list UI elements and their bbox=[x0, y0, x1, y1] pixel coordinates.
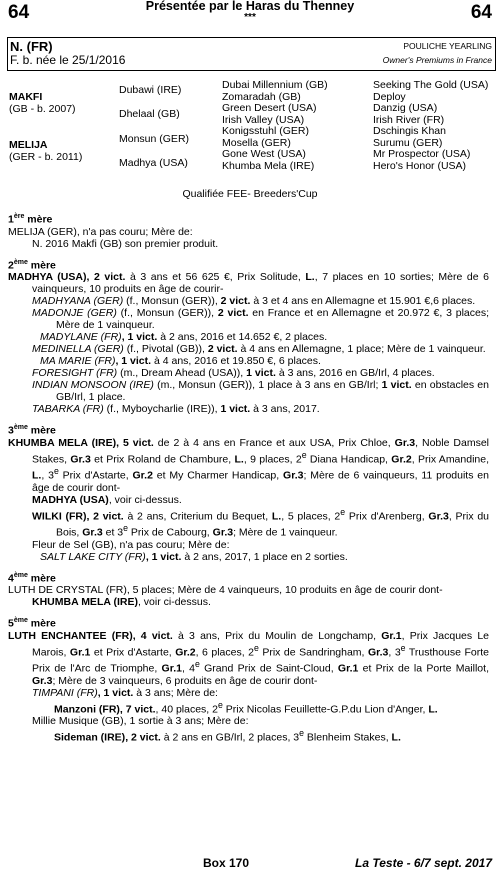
section-heading-3: 3ème mère bbox=[8, 424, 56, 437]
dam5-grandproduce-1: Manzoni (FR), 7 vict., 40 places, 2e Prix Nicolas Feuillette-G.P.du Lion d'Anger, L. bbox=[54, 699, 438, 715]
horse-name: N. (FR) bbox=[10, 39, 53, 54]
pedigree-gen4-1: Deploy bbox=[373, 90, 406, 103]
dam3-produce-1: MADHYA (USA), voir ci-dessus. bbox=[32, 493, 182, 506]
dam3-produce-2: WILKI (FR), 2 vict. à 2 ans, Criterium du Bequet, L., 5 places, 2e Prix d'Arenberg, Gr.3, Prix du Bois, Gr.3 et 3e Prix de Cabourg, Gr.3; Mère de 1 vainqueur. bbox=[32, 506, 489, 539]
dam3-main: KHUMBA MELA (IRE), 5 vict. de 2 à 4 ans en France et aux USA, Prix Chloe, Gr.3, Noble Damsel Stakes, Gr.3 et Prix Roland de Chambure, L., 9 places, 2e Diana Handicap, Gr.2, Prix Amandine, L., 3e Prix d'Astarte, Gr.2 et My Charmer Handicap, Gr.3; Mère de 6 vainqueurs, 11 produits en âge de courir dont- bbox=[8, 436, 490, 494]
pedigree-gen4-7: Hero's Honor (USA) bbox=[373, 159, 467, 172]
dam-info: (GER - b. 2011) bbox=[9, 150, 83, 163]
pedigree-gen3-5: Mosella (GER) bbox=[222, 136, 291, 149]
dam2-main: MADHYA (USA), 2 vict. à 3 ans et 56 625 €, Prix Solitude, L., 7 places en 10 sorties; Mère de 6 vainqueurs, 10 produits en âge de courir- bbox=[8, 271, 490, 295]
dam2-produce-3: MEDINELLA (GER) (f., Pivotal (GB)), 2 vict. à 4 ans en Allemagne, 1 place; Mère de 1 vainqueur. bbox=[32, 343, 486, 355]
dam2-produce-5: INDIAN MONSOON (IRE) (m., Monsun (GER)), 1 place à 3 ans en GB/Irl; 1 vict. en obstacles en GB/Irl, 1 place. bbox=[32, 379, 489, 403]
pedigree-gen4-6: Mr Prospector (USA) bbox=[373, 148, 471, 160]
section-heading-1: 1ère mère bbox=[8, 213, 53, 226]
pedigree-gen3-3: Irish Valley (USA) bbox=[222, 113, 305, 126]
dam5-produce-2: Millie Musique (GB), 1 sortie à 3 ans; Mère de: bbox=[32, 715, 249, 727]
dam5-grandproduce-2: Sideman (IRE), 2 vict. à 2 ans en GB/Irl, 2 places, 3e Blenheim Stakes, L. bbox=[54, 728, 401, 744]
pedigree-gen2-3: Madhya (USA) bbox=[119, 157, 188, 169]
dam4-main: LUTH DE CRYSTAL (FR), 5 places; Mère de 4 vainqueurs, 10 produits en âge de courir dont- bbox=[8, 584, 443, 596]
section-heading-2: 2ème mère bbox=[8, 258, 56, 271]
pedigree-dam bbox=[9, 140, 82, 163]
dam2-grandproduce-1: MADYLANE (FR), 1 vict. à 2 ans, 2016 et 14.652 €, 2 places. bbox=[40, 331, 328, 343]
sale-name-date: La Teste - 6/7 sept. 2017 bbox=[355, 856, 492, 870]
pedigree-gen3-0: Dubai Millennium (GB) bbox=[222, 79, 328, 91]
pedigree-gen4-2: Danzig (USA) bbox=[373, 102, 438, 114]
dam1-produce: N. 2016 Makfi (GB) son premier produit. bbox=[32, 237, 219, 250]
section-heading-4: 4ème mère bbox=[8, 571, 56, 584]
catalogue-body bbox=[8, 211, 489, 744]
pedigree-gen4-4: Dschingis Khan bbox=[373, 125, 446, 137]
dam2-produce-6: TABARKA (FR) (f., Myboycharlie (IRE)), 1 vict. à 3 ans, 2017. bbox=[32, 403, 320, 415]
section-heading-5: 5ème mère bbox=[8, 617, 56, 630]
dam4-produce-1: KHUMBA MELA (IRE), voir ci-dessus. bbox=[32, 596, 211, 608]
dam3-grandproduce-1: SALT LAKE CITY (FR), 1 vict. à 2 ans, 2017, 1 place en 2 sorties. bbox=[40, 550, 348, 563]
pedigree-gen3-6: Gone West (USA) bbox=[222, 148, 306, 160]
pedigree-sire bbox=[9, 92, 76, 115]
pedigree-gen4 bbox=[373, 80, 488, 172]
pedigree-gen2-0: Dubawi (IRE) bbox=[119, 84, 182, 96]
dam2-produce-2: MADONJE (GER) (f., Monsun (GER)), 2 vict. en France et en Allemagne et 20.972 €, 3 places; Mère de 1 vainqueur. bbox=[32, 307, 490, 331]
dam1-line: MELIJA (GER), n'a pas couru; Mère de: bbox=[8, 225, 193, 238]
sire-info: (GB - b. 2007) bbox=[9, 102, 76, 115]
dam5-main: LUTH ENCHANTEE (FR), 4 vict. à 3 ans, Prix du Moulin de Longchamp, Gr.1, Prix Jacques Le Marois, Gr.1 et Prix d'Astarte, Gr.2, 6 places, 2e Prix de Sandringham, Gr.3, 3e Trusthouse Forte Prix de l'Arc de Triomphe, Gr.1, 4e Grand Prix de Saint-Cloud, Gr.1 et Prix de la Porte Maillot, Gr.3; Mère de 3 vainqueurs, 6 produits en âge de courir dont- bbox=[8, 629, 490, 687]
pedigree-gen2-1: Dhelaal (GB) bbox=[119, 108, 180, 120]
pedigree-gen3-7: Khumba Mela (IRE) bbox=[222, 159, 315, 172]
lot-number-right: 64 bbox=[470, 2, 492, 23]
pedigree-gen4-5: Surumu (GER) bbox=[373, 136, 443, 149]
qualification-note: Qualifiée FEE- Breeders'Cup bbox=[182, 188, 318, 200]
title-stars: *** bbox=[244, 12, 256, 23]
pedigree-gen3-4: Konigsstuhl (GER) bbox=[222, 125, 309, 137]
horse-birth: F. b. née le 25/1/2016 bbox=[10, 53, 126, 67]
pedigree-gen3-2: Green Desert (USA) bbox=[222, 102, 317, 114]
pedigree-gen4-3: Irish River (FR) bbox=[373, 113, 445, 126]
pedigree-gen3-1: Zomaradah (GB) bbox=[222, 90, 301, 103]
pedigree-gen2-2: Monsun (GER) bbox=[119, 133, 190, 145]
box-number: Box 170 bbox=[203, 856, 250, 870]
owners-premiums: Owner's Premiums in France bbox=[382, 55, 492, 65]
horse-category: POULICHE YEARLING bbox=[403, 41, 492, 51]
dam5-produce-1: TIMPANI (FR), 1 vict. à 3 ans; Mère de: bbox=[32, 686, 218, 699]
pedigree-gen4-0: Seeking The Gold (USA) bbox=[373, 79, 489, 91]
dam2-produce-1: MADHYANA (GER) (f., Monsun (GER)), 2 vict. à 3 et 4 ans en Allemagne et 15.901 €,6 places. bbox=[32, 295, 476, 307]
horse-identity-box bbox=[7, 37, 496, 71]
dam-name: MELIJA bbox=[9, 139, 48, 151]
dam2-produce-4: FORESIGHT (FR) (m., Dream Ahead (USA)), 1 vict. à 3 ans, 2016 en GB/Irl, 4 places. bbox=[32, 367, 435, 379]
sire-name: MAKFI bbox=[9, 91, 43, 103]
dam2-grandproduce-2: MA MARIE (FR), 1 vict. à 4 ans, 2016 et 19.850 €, 6 places. bbox=[40, 355, 321, 367]
lot-number-left: 64 bbox=[8, 2, 30, 23]
consignor-title: Présentée par le Haras du Thenney bbox=[145, 0, 355, 13]
dam3-produce-3: Fleur de Sel (GB), n'a pas couru; Mère de: bbox=[32, 538, 230, 551]
pedigree-gen3 bbox=[222, 80, 328, 172]
